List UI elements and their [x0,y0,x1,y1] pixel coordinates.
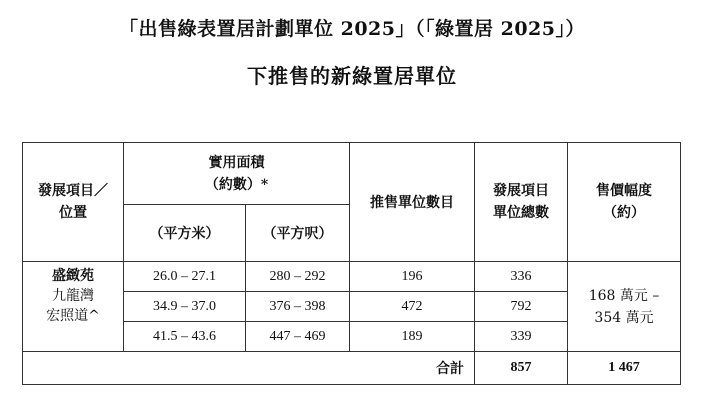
header-total-units [475,143,568,262]
header-area-line2: （約數）* [204,176,269,193]
header-units-offered: 推售單位數目 [350,143,475,262]
total-label: 合計 [23,352,475,385]
total-offered: 857 [475,352,568,385]
cell-sqm: 41.5 – 43.6 [124,322,246,352]
price-range-cell [568,262,681,352]
header-project-line2: 位置 [59,205,87,221]
table-header-row [23,143,681,205]
header-price-line1: 售價幅度 [596,183,653,199]
header-sqm: （平方米） [124,205,246,262]
cell-sqft: 280 – 292 [246,262,350,292]
header-area-line1: 實用面積 [208,154,265,171]
header-sqft: （平方呎） [246,205,350,262]
cell-sqft: 376 – 398 [246,292,350,322]
header-area [124,143,350,205]
cell-sqft: 447 – 469 [246,322,350,352]
title-line-1: 「出售綠表置居計劃單位 2025」（「綠置居 2025」） [119,18,585,40]
header-project-line1: 發展項目／ [38,183,108,199]
project-name: 盛緻苑 [52,268,94,284]
cell-total: 792 [475,292,568,322]
total-units: 1 467 [568,352,681,385]
cell-offered: 472 [350,292,475,322]
header-price-range [568,143,681,262]
header-total-units-line2: 單位總數 [493,205,550,221]
cell-offered: 196 [350,262,475,292]
project-district: 九龍灣 [52,288,94,304]
header-total-units-line1: 發展項目 [493,183,550,199]
table-row [23,262,681,292]
cell-offered: 189 [350,322,475,352]
price-range-line2: 354 萬元 [594,309,654,326]
total-row [23,352,681,385]
price-range-line1: 168 萬元 – [588,287,660,304]
cell-total: 339 [475,322,568,352]
cell-sqm: 34.9 – 37.0 [124,292,246,322]
title-line-2: 下推售的新綠置居單位 [247,64,457,88]
units-table [22,142,681,385]
header-price-line2: （約） [603,205,646,221]
header-project [23,143,124,262]
cell-sqm: 26.0 – 27.1 [124,262,246,292]
project-cell [23,262,124,352]
cell-total: 336 [475,262,568,292]
project-street: 宏照道^ [46,308,100,324]
